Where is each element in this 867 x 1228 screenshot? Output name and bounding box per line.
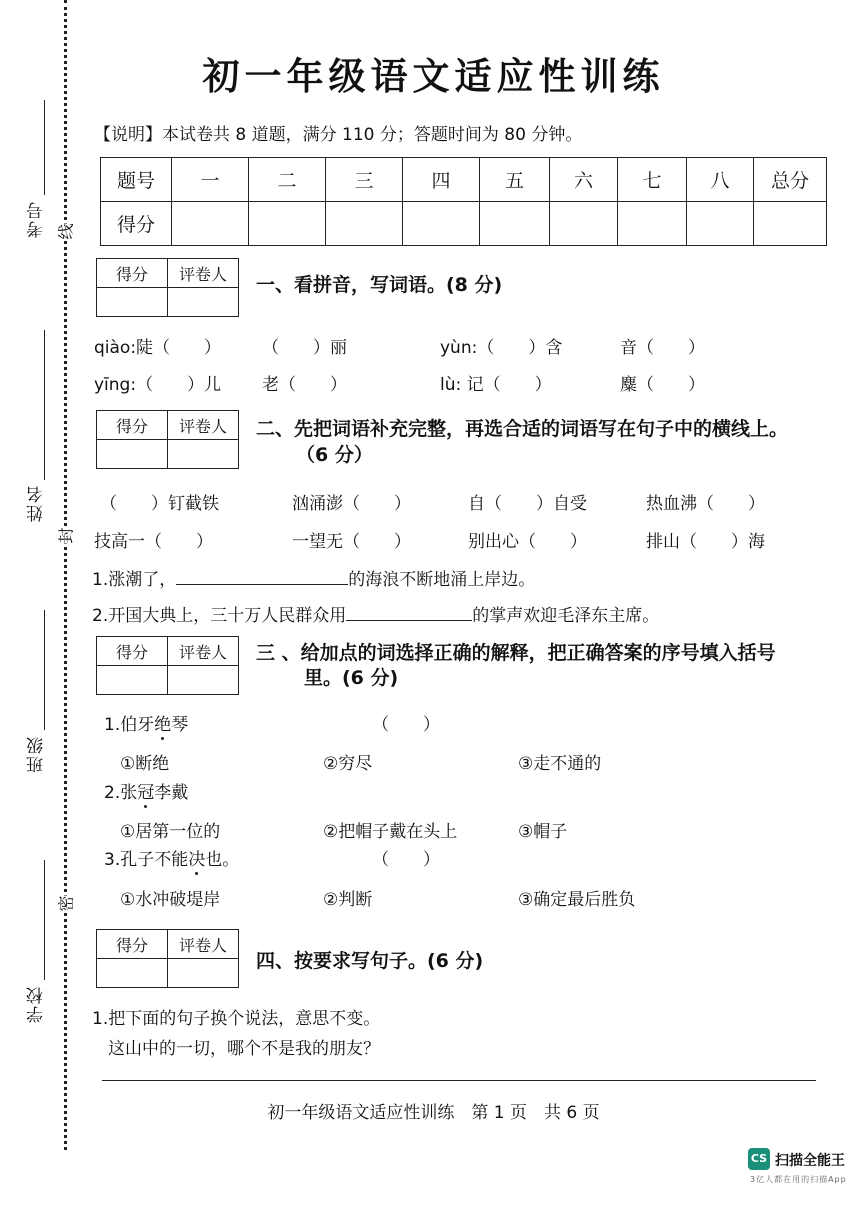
sentence-text: 的海浪不断地涌上岸边。 [348,570,536,590]
question-text: 2.张 [104,783,138,803]
watermark-slogan: 3亿人都在用的扫描App [750,1175,847,1184]
class-blank [44,610,45,730]
option: ②判断 [323,890,373,910]
sentence-text: 1.涨潮了， [92,570,177,590]
pinyin-item: 音（ ） [620,338,705,358]
pinyin-item: （ ）丽 [262,338,347,358]
table-cell: 一 [172,158,249,202]
option: ①水冲破堤岸 [120,890,221,910]
table-cell: 三 [326,158,403,202]
score-input-cell[interactable] [618,202,687,246]
fill-sentence-2 [92,601,659,626]
exam-number-blank [44,100,45,195]
idiom-item: 汹涌澎（ ） [292,494,411,514]
idiom-item: 自（ ）自受 [468,494,587,514]
section3-title: 三 、给加点的词选择正确的解释，把正确答案的序号填入括号 [256,642,776,664]
table-cell: 得分 [101,202,172,246]
page-footer: 初一年级语文适应性训练 第 1 页 共 6 页 [267,1103,600,1123]
section3-title-cont: 里。(6 分) [304,667,399,689]
section2-title-cont: （6 分） [296,444,373,466]
reviewer-input-cell[interactable] [168,666,239,695]
watermark-name: 扫描全能王 [775,1153,845,1169]
section3-score-box [96,636,239,695]
score-input-cell[interactable] [97,959,168,988]
question-1 [104,710,188,735]
answer-paren[interactable]: （ ） [372,850,440,870]
score-input-cell[interactable] [687,202,754,246]
name-label: 姓名 [27,484,47,522]
idiom-item: （ ）钉截铁 [100,494,219,514]
table-cell: 七 [618,158,687,202]
table-cell: 评卷人 [168,637,239,666]
school-blank [44,860,45,980]
sentence-text: 的掌声欢迎毛泽东主席。 [472,606,660,626]
table-cell: 二 [249,158,326,202]
table-row [101,202,827,246]
score-input-cell[interactable] [550,202,618,246]
footer-divider [102,1080,816,1081]
table-cell: 六 [550,158,618,202]
question-instruction: 1.把下面的句子换个说法，意思不变。 [92,1009,381,1029]
sentence-text: 2.开国大典上，三十万人民群众用 [92,606,347,626]
exam-number-label: 考号 [27,200,47,238]
section2-title: 二、先把词语补充完整，再选合适的词语写在句子中的横线上。 [256,418,789,440]
question-text: 也。 [205,850,240,870]
score-input-cell[interactable] [97,666,168,695]
score-input-cell[interactable] [97,440,168,469]
score-input-cell[interactable] [480,202,550,246]
question-text: 李戴 [154,783,189,803]
pinyin-item: 麋（ ） [620,375,705,395]
page-title: 初一年级语文适应性训练 [202,54,665,98]
option: ①居第一位的 [120,822,221,842]
pinyin-item: 老（ ） [262,375,347,395]
option: ③帽子 [518,822,568,842]
table-cell: 四 [403,158,480,202]
table-cell: 八 [687,158,754,202]
table-cell: 评卷人 [168,411,239,440]
reviewer-input-cell[interactable] [168,288,239,317]
idiom-item: 热血沸（ ） [646,494,765,514]
dotted-word: 绝 [154,715,172,735]
reviewer-input-cell[interactable] [168,440,239,469]
binding-dotted-line [64,0,67,1150]
table-cell: 总分 [754,158,827,202]
section4-score-box [96,929,239,988]
seal-char-seal: 封 [52,527,79,543]
question-sentence: 这山中的一切，哪个不是我的朋友？ [108,1039,380,1059]
score-input-cell[interactable] [97,288,168,317]
option: ③确定最后胜负 [518,890,636,910]
question-text: 1.伯牙 [104,715,155,735]
reviewer-input-cell[interactable] [168,959,239,988]
table-cell: 题号 [101,158,172,202]
score-input-cell[interactable] [172,202,249,246]
section4-title: 四、按要求写句子。(6 分) [256,950,484,972]
pinyin-item: qiào:陡（ ） [94,338,222,358]
section1-score-box [96,258,239,317]
score-input-cell[interactable] [326,202,403,246]
section1-title: 一、看拼音，写词语。(8 分) [256,274,503,296]
dotted-word: 冠 [137,783,155,803]
score-input-cell[interactable] [754,202,827,246]
table-cell: 得分 [97,930,168,959]
score-summary-table [100,157,827,246]
option: ③走不通的 [518,754,602,774]
table-cell: 评卷人 [168,259,239,288]
score-input-cell[interactable] [249,202,326,246]
pinyin-item: yùn:（ ）含 [440,338,563,358]
answer-blank[interactable] [346,603,472,621]
question-3 [104,845,239,870]
school-label: 学校 [27,985,47,1023]
class-label: 班级 [27,735,47,773]
table-cell: 得分 [97,411,168,440]
question-text: 3.孔子不能 [104,850,189,870]
camscanner-logo-icon: CS [748,1148,770,1170]
question-text: 琴 [171,715,189,735]
section2-score-box [96,410,239,469]
table-cell: 得分 [97,637,168,666]
answer-blank[interactable] [176,567,348,585]
option: ①断绝 [120,754,170,774]
answer-paren[interactable]: （ ） [372,715,440,735]
option: ②穷尽 [323,754,373,774]
table-row [101,158,827,202]
table-cell: 得分 [97,259,168,288]
idiom-item: 技高一（ ） [94,532,213,552]
option: ②把帽子戴在头上 [323,822,458,842]
seal-char-secret: 密 [52,895,79,911]
pinyin-item: yīng:（ ）儿 [94,375,222,395]
idiom-item: 一望无（ ） [292,532,411,552]
fill-sentence-1 [92,565,535,590]
idiom-item: 别出心（ ） [468,532,587,552]
dotted-word: 决 [188,850,206,870]
question-2 [104,778,188,803]
idiom-item: 排山（ ）海 [646,532,765,552]
exam-instructions: 【说明】本试卷共 8 道题，满分 110 分；答题时间为 80 分钟。 [94,125,583,145]
seal-char-line: 线 [52,223,79,239]
table-cell: 评卷人 [168,930,239,959]
name-blank [44,330,45,480]
pinyin-item: lù: 记（ ） [440,375,552,395]
table-cell: 五 [480,158,550,202]
score-input-cell[interactable] [403,202,480,246]
